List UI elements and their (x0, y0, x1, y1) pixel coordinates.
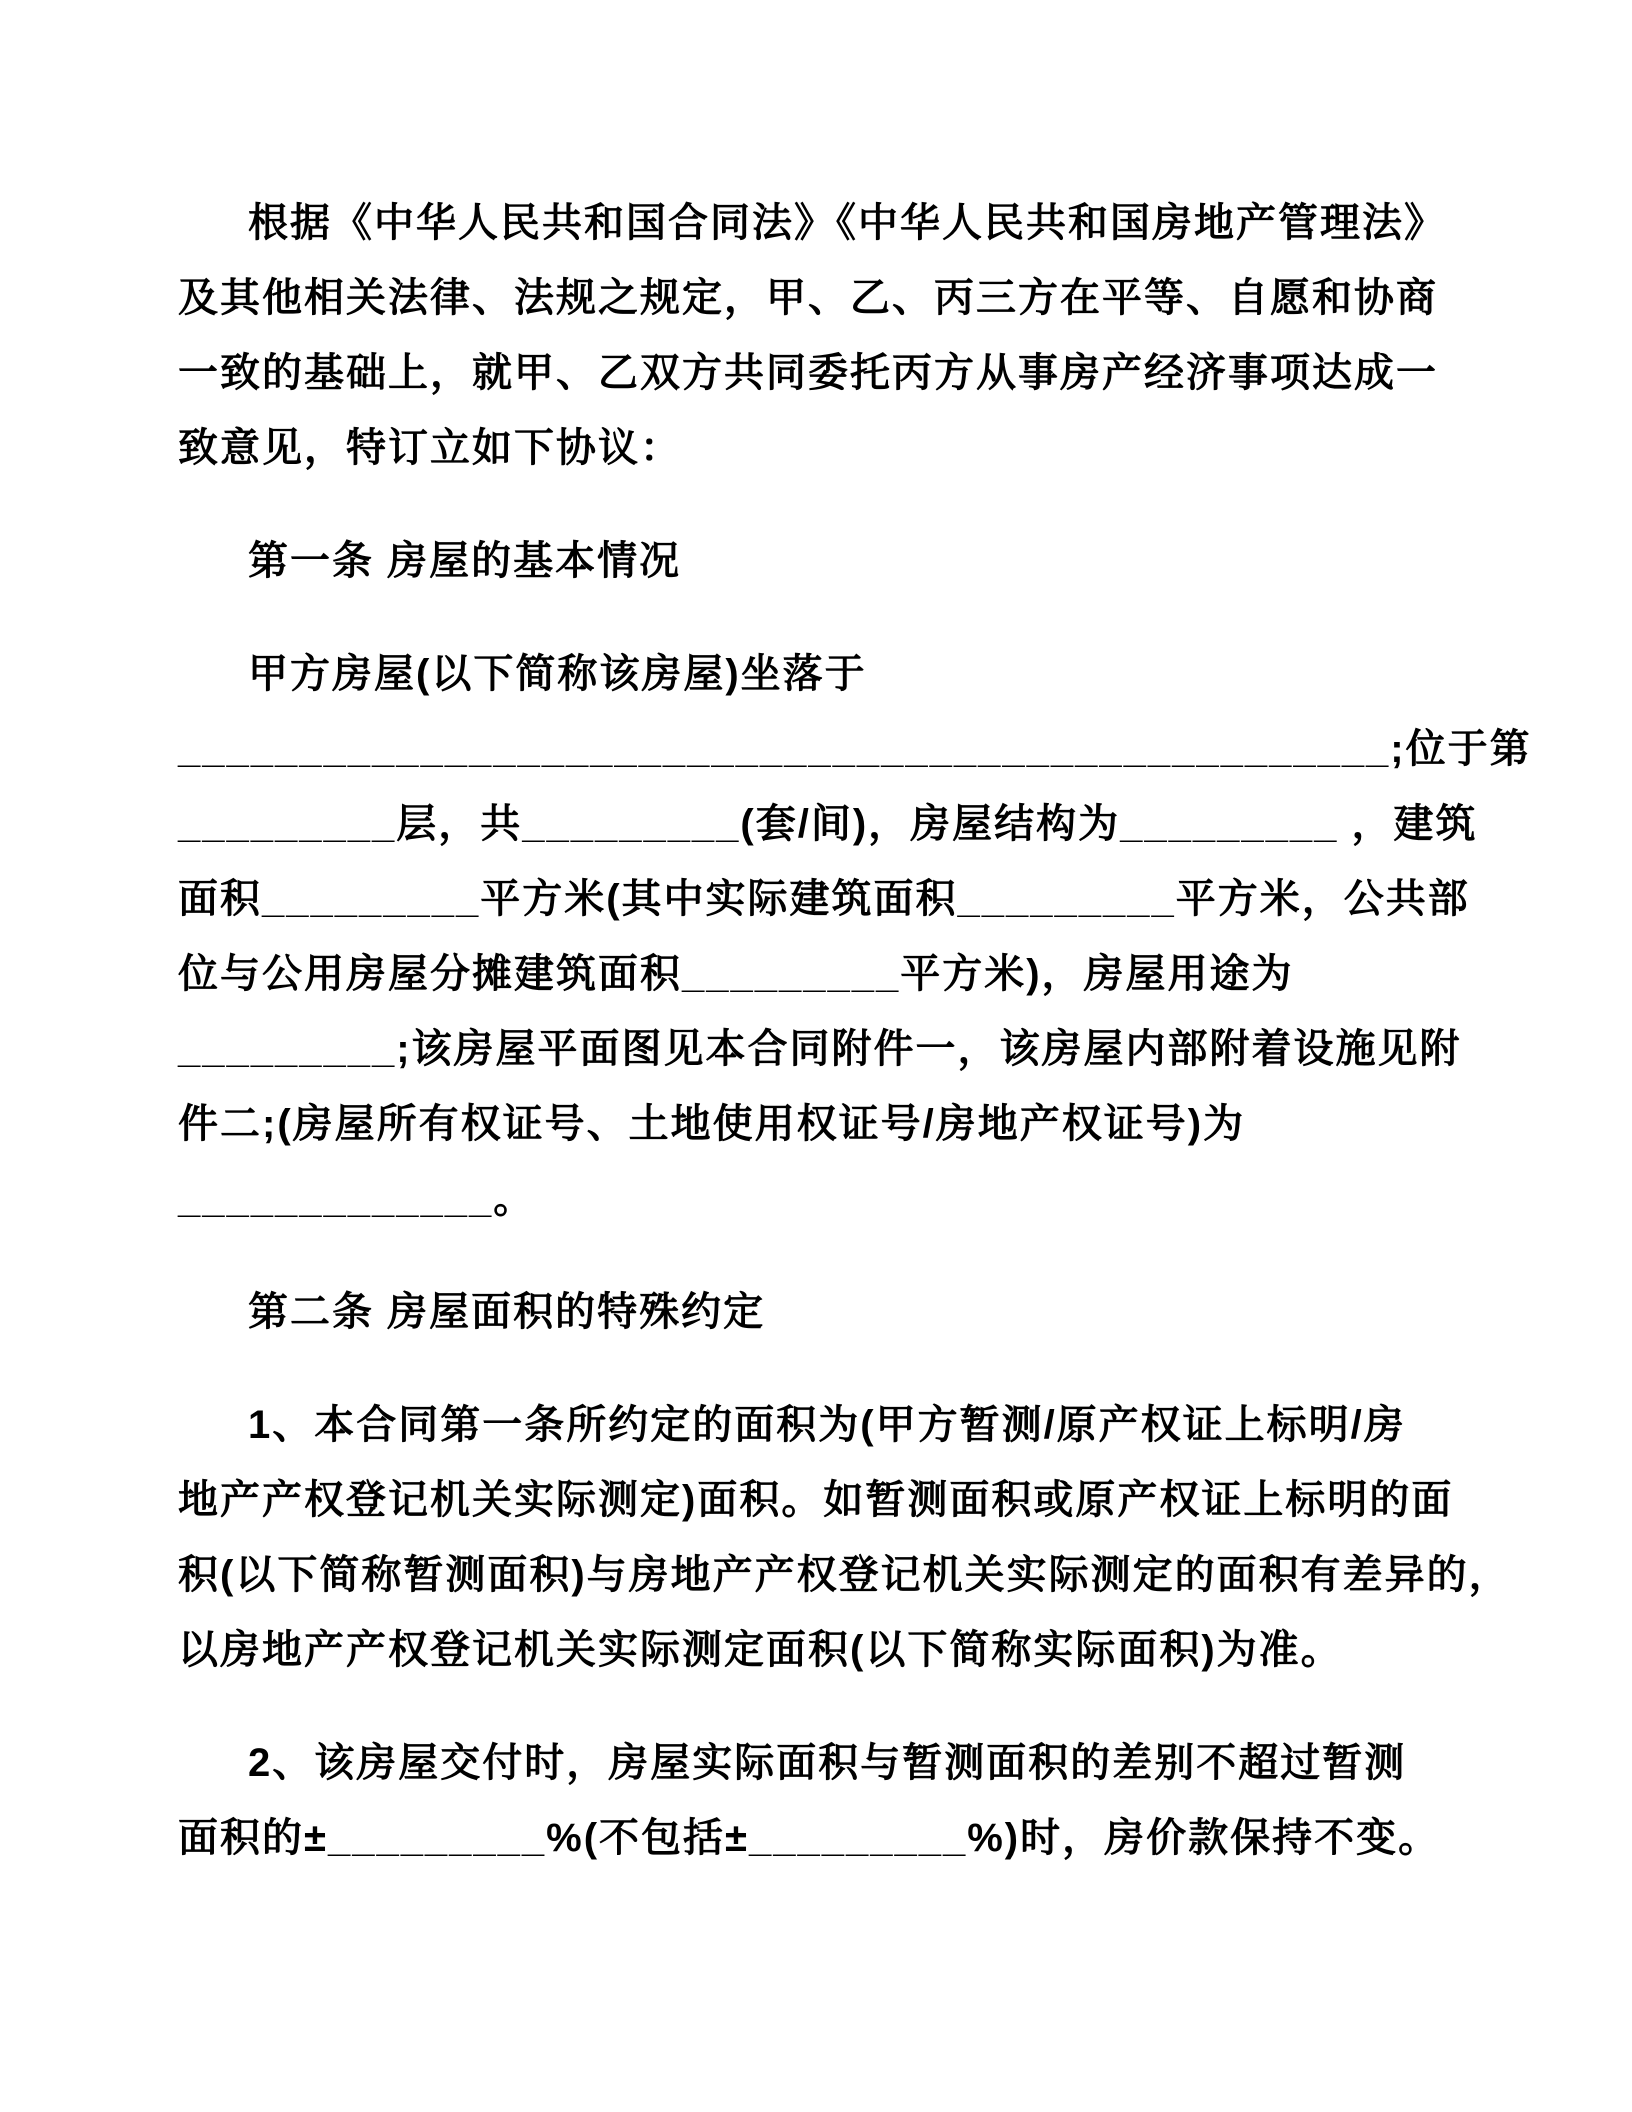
article-2-clause-1-line-4: 以房地产产权登记机关实际测定面积(以下简称实际面积)为准。 (178, 1628, 1343, 1672)
article-2-clause-1-line-1: 1、本合同第一条所约定的面积为(甲方暂测/原产权证上标明/房 (248, 1403, 1406, 1447)
article-1-line-5: 位与公用房屋分摊建筑面积_________平方米)，房屋用途为 (178, 952, 1294, 996)
article-2-clause-1-line-3: 积(以下简称暂测面积)与房地产产权登记机关实际测定的面积有差异的， (178, 1553, 1511, 1597)
article-2-clause-2-line-2: 面积的±_________%(不包括±_________%)时，房价款保持不变。 (178, 1816, 1441, 1860)
article-1-line-8-blank: _____________。 (178, 1177, 536, 1221)
paragraph-preamble-line-4: 致意见，特订立如下协议： (178, 426, 682, 470)
article-1-line-1: 甲方房屋(以下简称该房屋)坐落于 (248, 652, 867, 696)
article-1-line-3: _________层，共_________(套/间)，房屋结构为_________ ，建筑 (178, 802, 1478, 846)
article-1-heading: 第一条 房屋的基本情况 (248, 539, 682, 583)
article-2-clause-1-line-2: 地产产权登记机关实际测定)面积。如暂测面积或原产权证上标明的面 (178, 1478, 1454, 1522)
article-1-line-2-blank: __________________________________________________;位于第 (178, 727, 1532, 771)
article-1-line-4: 面积_________平方米(其中实际建筑面积_________平方米，公共部 (178, 877, 1470, 921)
paragraph-preamble-line-1: 根据《中华人民共和国合同法》《中华人民共和国房地产管理法》 (248, 201, 1446, 245)
article-2-clause-2-line-1: 2、该房屋交付时，房屋实际面积与暂测面积的差别不超过暂测 (248, 1741, 1407, 1785)
article-1-line-7: 件二;(房屋所有权证号、土地使用权证号/房地产权证号)为 (178, 1102, 1246, 1146)
paragraph-preamble-line-3: 一致的基础上，就甲、乙双方共同委托丙方从事房产经济事项达成一 (178, 351, 1438, 395)
paragraph-preamble-line-2: 及其他相关法律、法规之规定，甲、乙、丙三方在平等、自愿和协商 (178, 276, 1438, 320)
article-1-line-6: _________;该房屋平面图见本合同附件一，该房屋内部附着设施见附 (178, 1027, 1462, 1071)
article-2-heading: 第二条 房屋面积的特殊约定 (248, 1290, 766, 1334)
